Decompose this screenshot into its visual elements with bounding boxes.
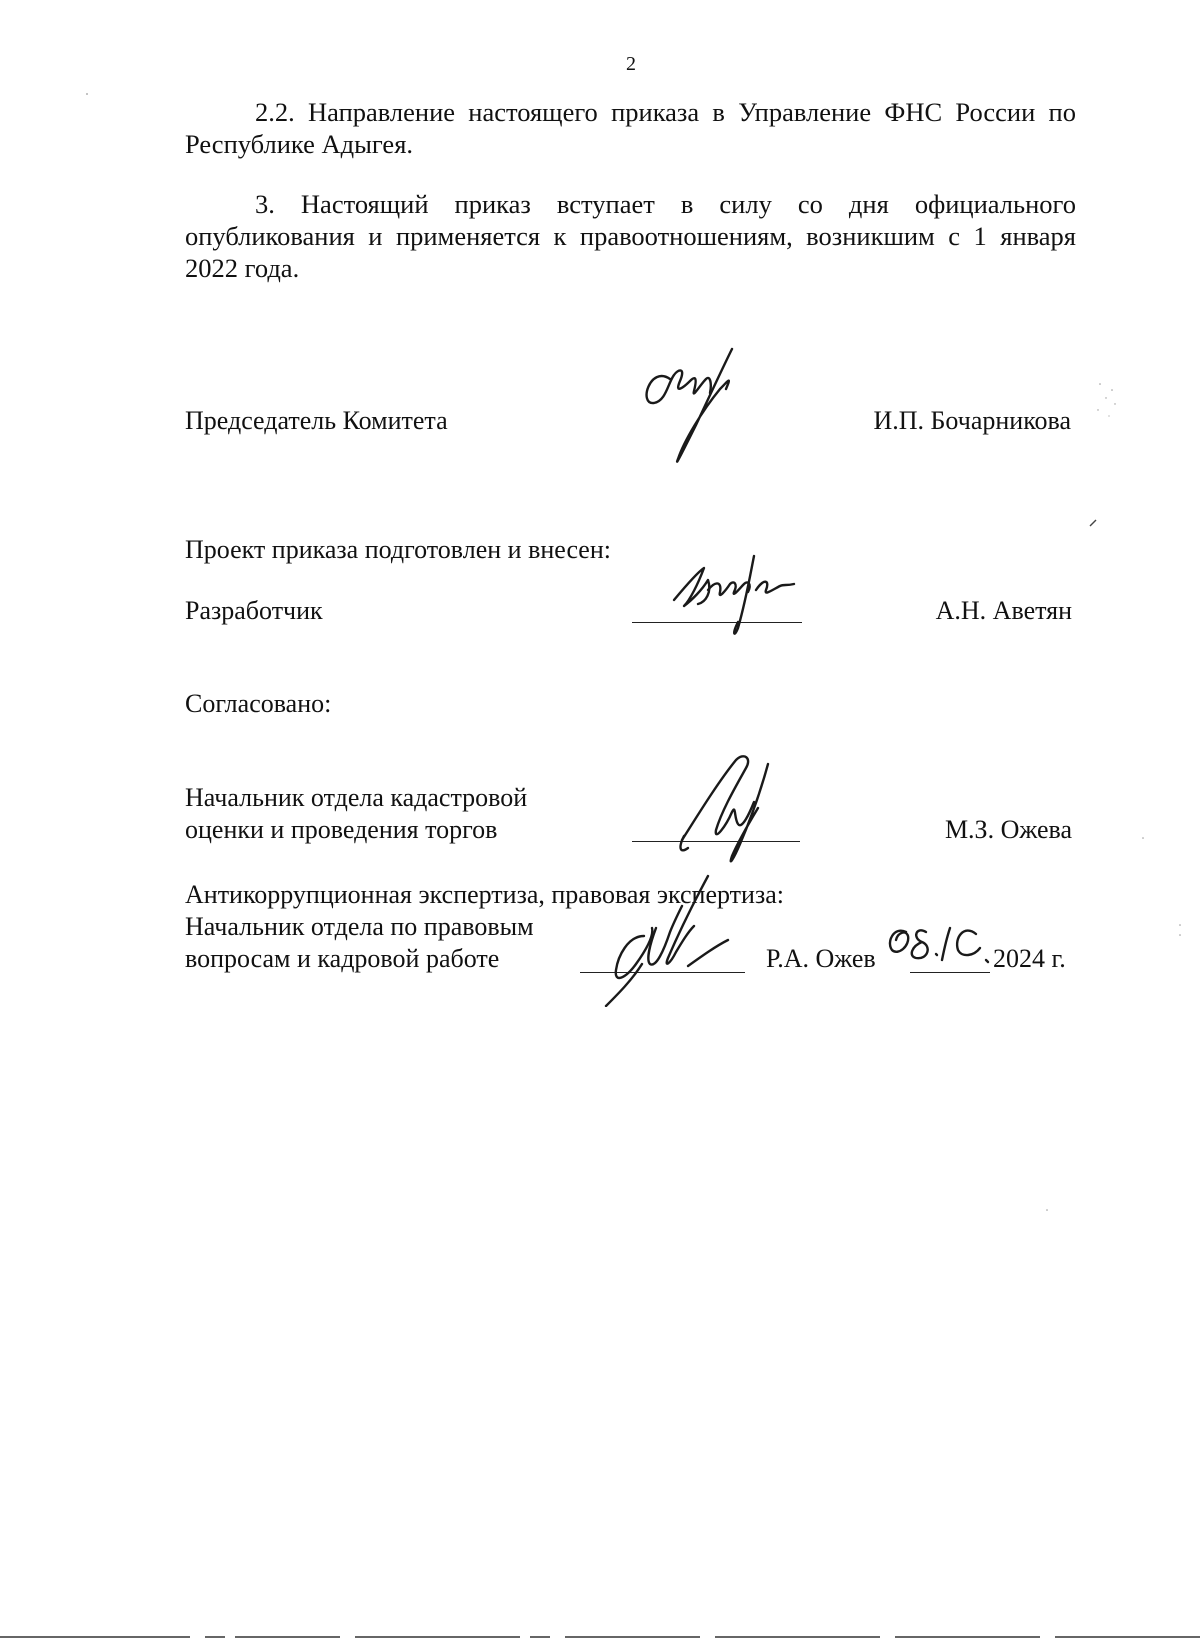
chairman-name: И.П. Бочарникова — [873, 406, 1071, 435]
paragraph-3: 3. Настоящий приказ вступает в силу со дня официального опубликования и применяется к правоотношениям, возникшим с 1 января 2022 года. — [185, 189, 1076, 283]
cadastral-title-line1: Начальник отдела кадастровой — [185, 783, 528, 812]
developer-name: А.Н. Аветян — [935, 596, 1072, 625]
cadastral-name: М.З. Ожева — [944, 815, 1072, 844]
expertise-header: Антикоррупционная экспертиза, правовая экспертиза: — [185, 880, 784, 909]
legal-title-line1: Начальник отдела по правовым — [185, 912, 534, 941]
developer-title: Разработчик — [185, 596, 323, 625]
legal-date-year: 2024 г. — [993, 944, 1066, 973]
page-number: 2 — [626, 53, 636, 75]
paragraph-2-2: 2.2. Направление настоящего приказа в Управление ФНС России по Республике Адыгея. — [185, 97, 1076, 159]
chairman-title: Председатель Комитета — [185, 406, 448, 435]
cadastral-title-line2: оценки и проведения торгов — [185, 815, 498, 844]
legal-name: Р.А. Ожев — [766, 944, 876, 973]
prepared-header: Проект приказа подготовлен и внесен: — [185, 535, 611, 564]
legal-title-line2: вопросам и кадровой работе — [185, 944, 500, 973]
agreed-header: Согласовано: — [185, 689, 332, 718]
scan-bottom-edge — [0, 1635, 1200, 1639]
